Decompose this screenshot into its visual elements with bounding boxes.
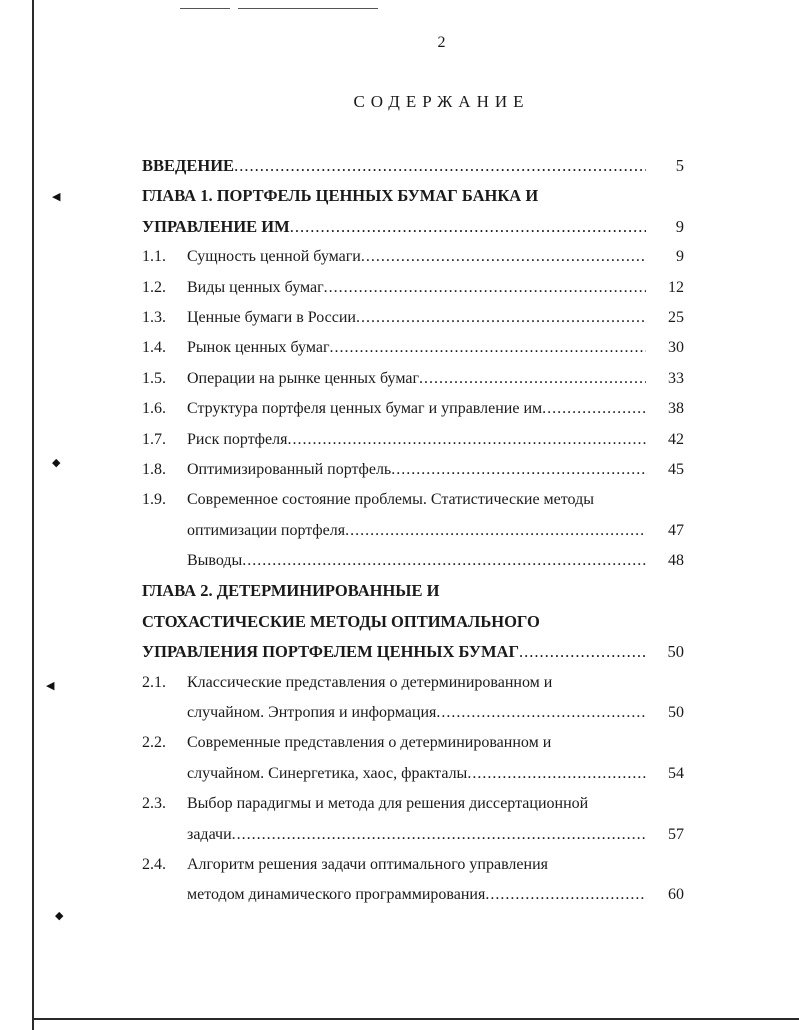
toc-entry-title: Классические представления о детерминированном и — [187, 673, 553, 691]
toc-entry-number: 2.4. — [142, 855, 166, 873]
scan-speck: ◀ — [46, 680, 55, 692]
toc-entry-title: оптимизации портфеля — [187, 521, 346, 539]
toc-entry-page: 38 — [668, 400, 684, 418]
toc-leader-dots — [242, 546, 646, 576]
toc-entry — [142, 516, 684, 546]
toc-entry-body — [187, 485, 684, 515]
toc-leader-dots — [391, 455, 646, 485]
toc-leader-dots — [419, 364, 646, 394]
scan-top-dash — [180, 8, 230, 9]
toc-entry-title: УПРАВЛЕНИЕ ИМ — [142, 216, 290, 236]
toc-entry-page: 47 — [668, 521, 684, 539]
scan-top-dash — [238, 8, 378, 9]
toc-entry-page: 9 — [675, 216, 684, 236]
toc-entry — [142, 546, 684, 576]
toc-entry-title: случайном. Синергетика, хаос, фракталы — [187, 764, 468, 782]
toc-entry — [142, 789, 684, 819]
toc-entry — [142, 181, 684, 211]
toc-leader-dots — [290, 212, 646, 242]
toc-entry-page: 45 — [668, 460, 684, 478]
toc-leader-dots — [361, 242, 646, 272]
toc-entry-title: Операции на рынке ценных бумаг — [187, 369, 419, 387]
toc-entry — [142, 728, 684, 758]
toc-entry-body — [187, 394, 684, 424]
toc-entry-page: 50 — [668, 704, 684, 722]
toc-entry — [142, 820, 684, 850]
toc-entry-body — [142, 151, 684, 181]
toc-entry-title: Современное состояние проблемы. Статистические методы — [187, 491, 594, 509]
toc-entry — [142, 273, 684, 303]
toc-entry — [142, 333, 684, 363]
scan-speck: ◀ — [52, 191, 61, 203]
toc-entry-number: 1.2. — [142, 278, 166, 296]
toc-entry-body — [142, 637, 684, 667]
toc-entry-page: 33 — [668, 369, 684, 387]
toc-entry-page: 48 — [668, 552, 684, 570]
toc-entry-number: 1.9. — [142, 491, 166, 509]
toc-entry-title: ВВЕДЕНИЕ — [142, 156, 235, 175]
toc-entry-page: 54 — [668, 764, 684, 782]
toc-entry-body — [142, 607, 684, 637]
toc-entry — [142, 394, 684, 424]
toc-entry-page: 57 — [668, 825, 684, 843]
toc-entry-title: Рынок ценных бумаг — [187, 339, 330, 357]
toc-entry-number: 1.3. — [142, 308, 166, 326]
toc-entry-title: ГЛАВА 1. ПОРТФЕЛЬ ЦЕННЫХ БУМАГ БАНКА И — [142, 186, 539, 206]
toc-entry-title: ГЛАВА 2. ДЕТЕРМИНИРОВАННЫЕ И — [142, 581, 440, 601]
toc-entry-body — [187, 455, 684, 485]
toc-entry-page: 5 — [675, 156, 684, 175]
toc-leader-dots — [436, 698, 646, 728]
toc-entry — [142, 637, 684, 667]
toc-entry-body — [187, 242, 684, 272]
toc-leader-dots — [330, 333, 646, 363]
toc-entry-page: 9 — [676, 248, 684, 266]
toc-entry-title: Сущность ценной бумаги — [187, 248, 361, 266]
toc-entry-number: 1.4. — [142, 339, 166, 357]
toc-entry-body — [187, 698, 684, 728]
toc-entry-title: Ценные бумаги в России — [187, 308, 356, 326]
toc-entry — [142, 485, 684, 515]
toc-entry — [142, 212, 684, 242]
toc-entry — [142, 880, 684, 910]
toc-entry — [142, 668, 684, 698]
toc-entry-title: случайном. Энтропия и информация — [187, 704, 437, 722]
toc-entry-page: 25 — [668, 308, 684, 326]
toc-leader-dots — [467, 759, 646, 789]
toc-entry-body — [142, 212, 684, 242]
toc-entry — [142, 759, 684, 789]
toc-entry-body — [187, 273, 684, 303]
toc-entry-body — [187, 880, 684, 910]
toc-entry-body — [187, 789, 684, 819]
toc-entry — [142, 455, 684, 485]
toc-leader-dots — [485, 880, 646, 910]
toc-entry-body — [142, 576, 684, 606]
toc-entry-page: 60 — [668, 886, 684, 904]
toc-entry-title: Структура портфеля ценных бумаг и управление им — [187, 400, 543, 418]
toc-entry-title: Оптимизированный портфель — [187, 460, 392, 478]
toc-leader-dots — [356, 303, 646, 333]
toc-entry-body — [187, 668, 684, 698]
toc-entry-number: 1.1. — [142, 248, 166, 266]
scan-speck: ◆ — [55, 910, 64, 922]
toc-entry-title: Виды ценных бумаг — [187, 278, 324, 296]
toc-entry-body — [187, 303, 684, 333]
toc-leader-dots — [232, 820, 646, 850]
toc-entry-body — [187, 820, 684, 850]
toc-entry-title: Алгоритм решения задачи оптимального управления — [187, 855, 548, 873]
toc-entry-number: 2.1. — [142, 673, 166, 691]
toc-leader-dots — [542, 394, 646, 424]
scan-left-border — [32, 0, 34, 1030]
toc-entry-title: методом динамического программирования — [187, 886, 486, 904]
toc-leader-dots — [288, 425, 647, 455]
toc-entry-title: Выбор парадигмы и метода для решения диссертационной — [187, 795, 589, 813]
toc-entry — [142, 425, 684, 455]
toc-entry-body — [187, 425, 684, 455]
toc-entry — [142, 698, 684, 728]
toc-entry-page: 50 — [667, 642, 684, 662]
page-number: 2 — [437, 34, 446, 51]
table-of-contents — [142, 151, 684, 911]
toc-entry-page: 30 — [668, 339, 684, 357]
toc-entry — [142, 576, 684, 606]
toc-entry-number: 1.6. — [142, 400, 166, 418]
toc-entry — [142, 242, 684, 272]
toc-entry — [142, 151, 684, 181]
toc-leader-dots — [519, 637, 646, 667]
toc-entry-page: 42 — [668, 430, 684, 448]
toc-entry — [142, 850, 684, 880]
toc-entry-body — [187, 546, 684, 576]
toc-entry-body — [187, 850, 684, 880]
toc-entry-title: Риск портфеля — [187, 430, 288, 448]
toc-entry-number: 1.7. — [142, 430, 166, 448]
toc-leader-dots — [345, 516, 646, 546]
toc-entry-page: 12 — [668, 278, 684, 296]
toc-entry-title: Выводы — [187, 552, 243, 570]
toc-entry-body — [187, 333, 684, 363]
page-title: СОДЕРЖАНИЕ — [353, 92, 530, 111]
toc-entry-title: задачи — [187, 825, 232, 843]
toc-entry-title: УПРАВЛЕНИЯ ПОРТФЕЛЕМ ЦЕННЫХ БУМАГ — [142, 642, 519, 662]
toc-entry-body — [187, 759, 684, 789]
toc-entry-body — [142, 181, 684, 211]
toc-entry — [142, 607, 684, 637]
toc-entry — [142, 303, 684, 333]
toc-entry-title: СТОХАСТИЧЕСКИЕ МЕТОДЫ ОПТИМАЛЬНОГО — [142, 611, 540, 631]
toc-entry-number: 2.3. — [142, 795, 166, 813]
scan-bottom-border — [32, 1018, 799, 1020]
toc-entry-body — [187, 516, 684, 546]
toc-leader-dots — [234, 151, 646, 181]
toc-entry — [142, 364, 684, 394]
scan-speck: ◆ — [52, 457, 61, 469]
toc-entry-title: Современные представления о детерминированном и — [187, 734, 552, 752]
toc-entry-number: 1.8. — [142, 460, 166, 478]
toc-entry-number: 1.5. — [142, 369, 166, 387]
toc-leader-dots — [324, 273, 646, 303]
toc-entry-body — [187, 728, 684, 758]
toc-entry-body — [187, 364, 684, 394]
toc-entry-number: 2.2. — [142, 734, 166, 752]
